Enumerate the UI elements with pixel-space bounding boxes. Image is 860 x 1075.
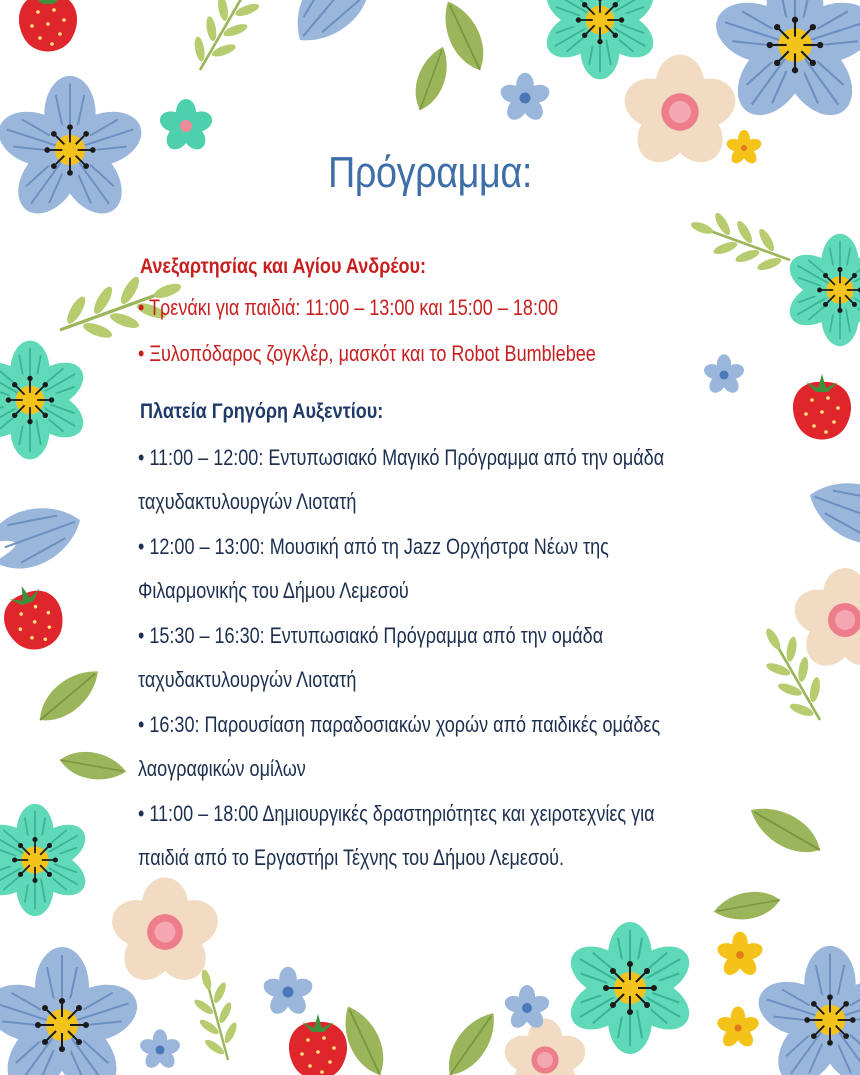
list-item: • 11:00 – 18:00 Δημιουργικές δραστηριότητες και χειροτεχνίες για [138, 801, 655, 826]
list-item: • 12:00 – 13:00: Μουσική από τη Jazz Ορχήστρα Νέων της [138, 534, 609, 559]
list-item: • Ξυλοπόδαρος ζογκλέρ, μασκότ και το Robot Bumblebee [138, 341, 596, 366]
list-item: Φιλαρμονικής του Δήμου Λεμεσού [138, 578, 409, 603]
list-item: • 16:30: Παρουσίαση παραδοσιακών χορών από παιδικές ομάδες [138, 712, 661, 737]
list-item: • 11:00 – 12:00: Εντυπωσιακό Μαγικό Πρόγραμμα από την ομάδα [138, 445, 665, 470]
page-title: Πρόγραμμα: [328, 148, 532, 197]
list-item: ταχυδακτυλουργών Λιοτατή [138, 489, 357, 514]
list-item: • 15:30 – 16:30: Εντυπωσιακό Πρόγραμμα από την ομάδα [138, 623, 604, 648]
section-heading-plateia: Πλατεία Γρηγόρη Αυξεντίου: [140, 400, 384, 423]
list-item: λαογραφικών ομίλων [138, 756, 306, 781]
list-item: παιδιά από το Εργαστήρι Τέχνης του Δήμου Λεμεσού. [138, 845, 565, 870]
list-item: • Τρενάκι για παιδιά: 11:00 – 13:00 και 15:00 – 18:00 [138, 295, 559, 320]
section-heading-anexartisias: Ανεξαρτησίας και Αγίου Ανδρέου: [140, 255, 427, 278]
list-item: ταχυδακτυλουργών Λιοτατή [138, 667, 357, 692]
